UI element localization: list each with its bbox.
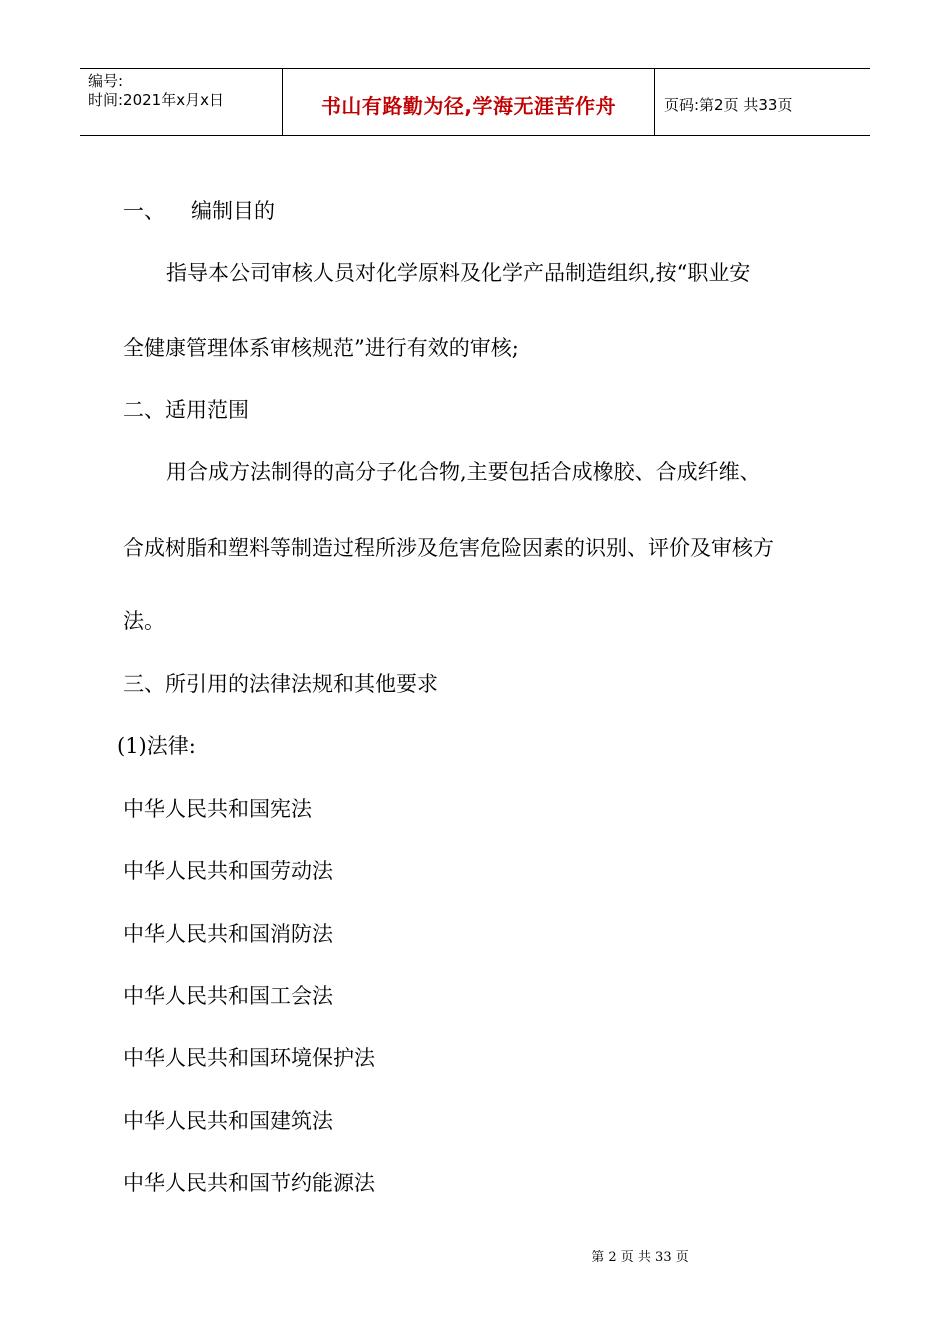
section-3-subheading-laws: (1)法律: <box>117 734 196 758</box>
section-1-title: 编制目的 <box>191 199 275 223</box>
law-list-item: 中华人民共和国环境保护法 <box>123 1046 375 1070</box>
law-list-item: 中华人民共和国宪法 <box>123 797 312 821</box>
header-motto-cell <box>282 69 655 135</box>
section-2-paragraph-line-1: 用合成方法制得的高分子化合物,主要包括合成橡胶、合成纤维、 <box>166 460 761 484</box>
section-1-paragraph-line-1: 指导本公司审核人员对化学原料及化学产品制造组织,按“职业安 <box>166 261 751 285</box>
document-time-label: 时间:2021年x月x日 <box>88 91 224 109</box>
law-list-item: 中华人民共和国建筑法 <box>123 1109 333 1133</box>
law-list-item: 中华人民共和国节约能源法 <box>123 1171 375 1195</box>
law-list-item: 中华人民共和国消防法 <box>123 922 333 946</box>
section-3-title: 三、所引用的法律法规和其他要求 <box>123 672 438 696</box>
section-1-number: 一、 <box>123 199 165 223</box>
page-footer: 第 2 页 共 33 页 <box>591 1250 689 1265</box>
header-meta-cell <box>80 69 282 135</box>
header-page-cell <box>655 69 870 135</box>
law-list-item: 中华人民共和国工会法 <box>123 984 333 1008</box>
section-1-paragraph-line-2: 全健康管理体系审核规范”进行有效的审核; <box>123 336 519 360</box>
section-1-heading <box>123 198 275 224</box>
document-header <box>80 68 870 136</box>
document-number-label: 编号: <box>88 72 124 90</box>
section-2-title: 二、适用范围 <box>123 398 249 422</box>
law-list-item: 中华人民共和国劳动法 <box>123 859 333 883</box>
section-2-paragraph-line-2: 合成树脂和塑料等制造过程所涉及危害危险因素的识别、评价及审核方 <box>123 536 774 560</box>
section-2-paragraph-line-3: 法。 <box>123 609 165 633</box>
header-motto: 书山有路勤为径,学海无涯苦作舟 <box>320 93 617 118</box>
header-page-number: 页码:第2页 共33页 <box>664 95 793 114</box>
